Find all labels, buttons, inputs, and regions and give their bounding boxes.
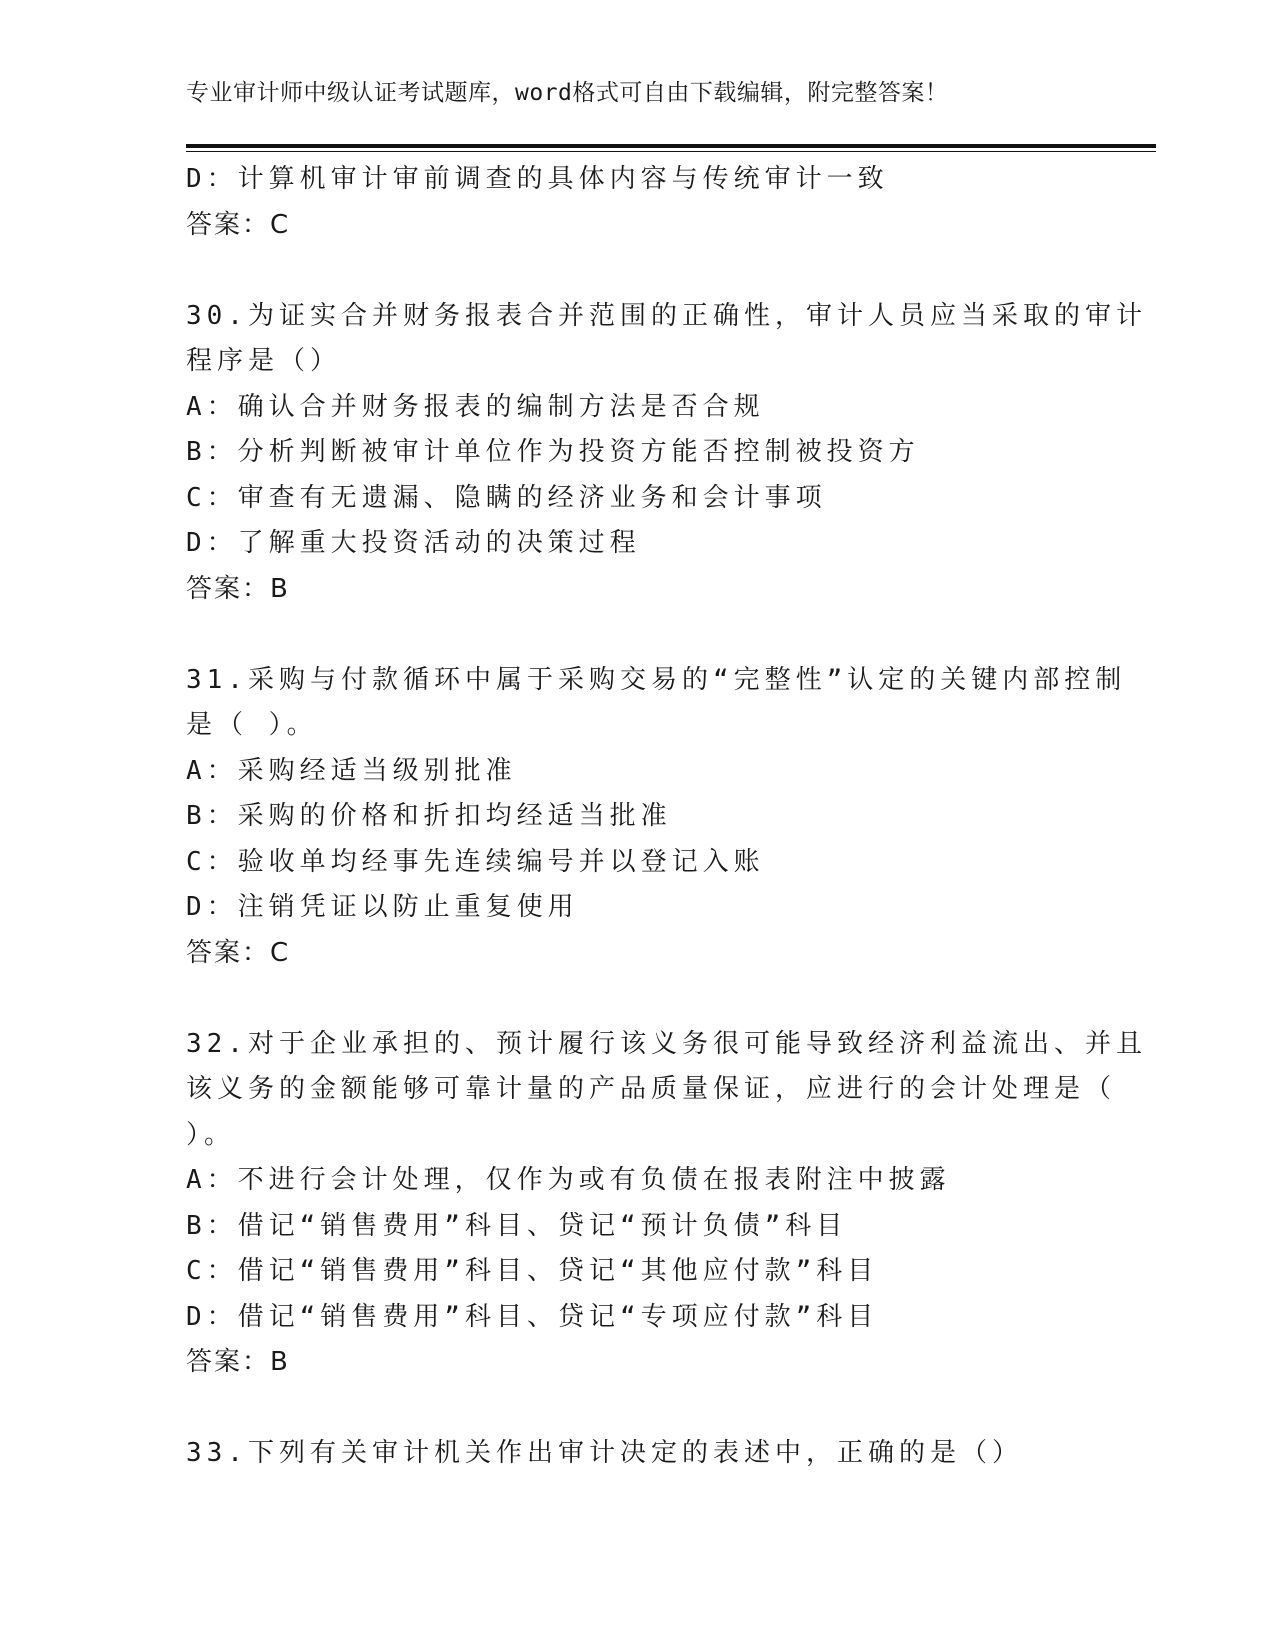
- question-stem-line: 30.为证实合并财务报表合并范围的正确性，审计人员应当采取的审计: [186, 300, 1147, 331]
- question-30: [186, 294, 1147, 613]
- option-b: B：采购的价格和折扣均经适当批准: [186, 801, 672, 831]
- answer: 答案：B: [186, 573, 290, 604]
- question-stem-line: 33.下列有关审计机关作出审计决定的表述中，正确的是（）: [186, 1438, 1023, 1468]
- option-c: C：审查有无遗漏、隐瞒的经济业务和会计事项: [186, 482, 827, 513]
- option-c: C：借记“销售费用”科目、贷记“其他应付款”科目: [186, 1256, 879, 1286]
- question-stem-line: ）。: [186, 1119, 236, 1150]
- question-stem-line: 程序是（）: [186, 346, 342, 376]
- option-d: D：借记“销售费用”科目、贷记“专项应付款”科目: [186, 1301, 879, 1332]
- question-31: [186, 658, 1127, 977]
- prev-answer: 答案：C: [186, 209, 291, 240]
- question-33: [186, 1431, 1086, 1477]
- answer: 答案：B: [186, 1347, 290, 1377]
- option-a: A：不进行会计处理，仅作为或有负债在报表附注中披露: [186, 1165, 951, 1195]
- option-a: A：确认合并财务报表的编制方法是否合规: [186, 391, 765, 422]
- option-b: B：分析判断被审计单位作为投资方能否控制被投资方: [186, 437, 920, 467]
- answer: 答案：C: [186, 937, 291, 968]
- question-stem-line: 该义务的金额能够可靠计量的产品质量保证，应进行的会计处理是（: [186, 1074, 1117, 1104]
- page-header: 专业审计师中级认证考试题库，word格式可自由下载编辑，附完整答案！: [186, 80, 949, 106]
- question-content: [186, 157, 1147, 1477]
- question-stem-line: 是（ ）。: [186, 710, 318, 740]
- option-d: D：注销凭证以防止重复使用: [186, 892, 579, 922]
- question-stem-line: 31.采购与付款循环中属于采购交易的“完整性”认定的关键内部控制: [186, 664, 1127, 695]
- question-32: [186, 1022, 1147, 1386]
- option-c: C：验收单均经事先连续编号并以登记入账: [186, 846, 765, 877]
- question-stem-line: 32.对于企业承担的、预计履行该义务很可能导致经济利益流出、并且: [186, 1028, 1147, 1059]
- header-rule-thick: [186, 144, 1156, 148]
- option-b: B：借记“销售费用”科目、贷记“预计负债”科目: [186, 1210, 848, 1241]
- prev-option-d: D：计算机审计审前调查的具体内容与传统审计一致: [186, 164, 889, 194]
- option-a: A：采购经适当级别批准: [186, 755, 517, 786]
- header-rule-thin: [186, 151, 1156, 152]
- option-d: D：了解重大投资活动的决策过程: [186, 528, 641, 558]
